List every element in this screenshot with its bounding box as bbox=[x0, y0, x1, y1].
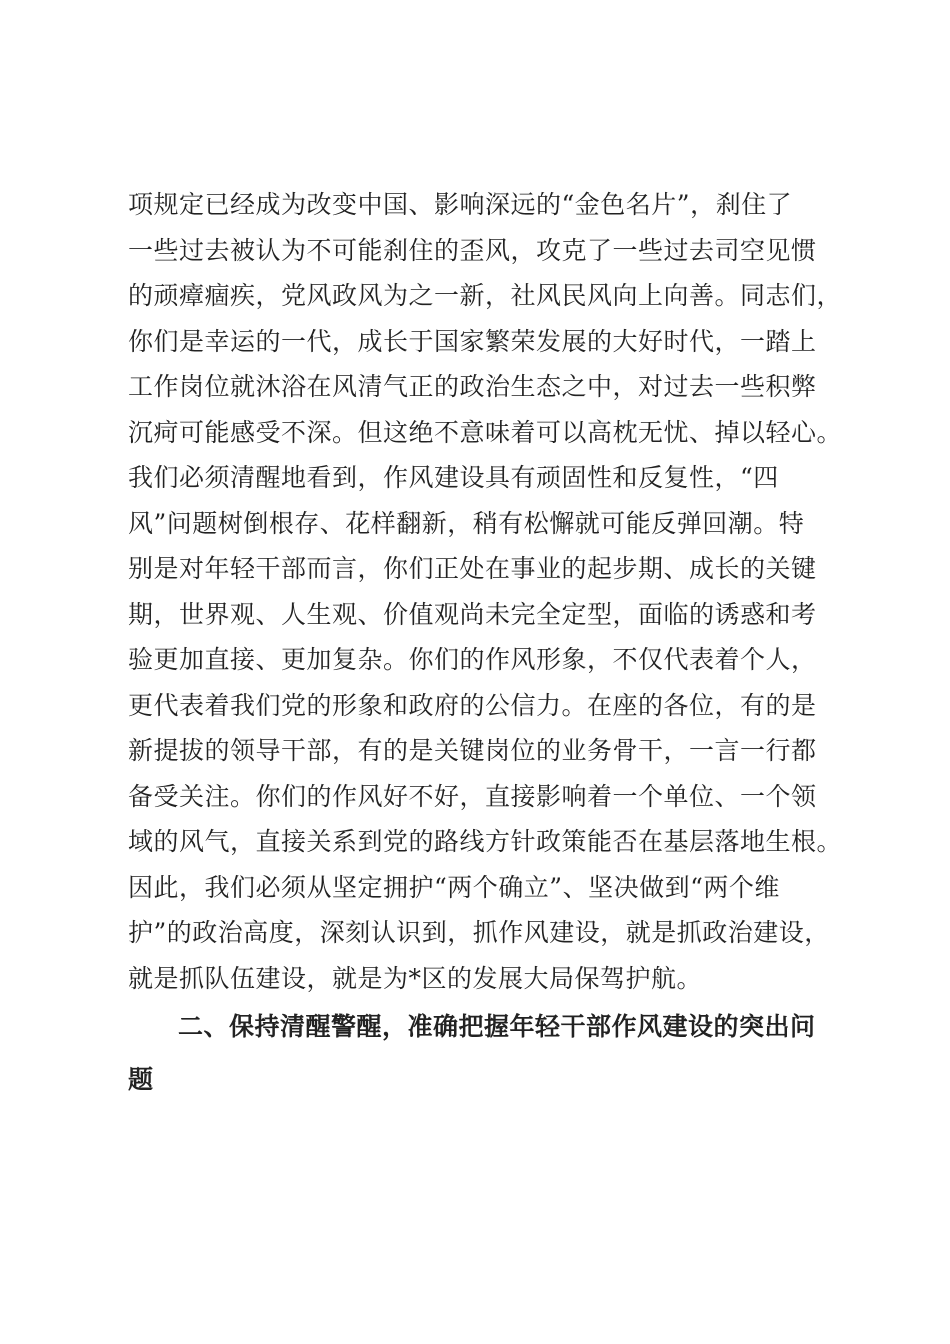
section-heading bbox=[128, 1000, 848, 1106]
paragraph-line: 备受关注。你们的作风好不好，直接影响着一个单位、一个领 bbox=[128, 781, 817, 811]
paragraph-line: 域的风气，直接关系到党的路线方针政策能否在基层落地生根。 bbox=[128, 827, 843, 856]
paragraph-line: 的顽瘴痼疾，党风政风为之一新，社风民风向上向善。同志们， bbox=[128, 281, 843, 310]
paragraph-line: 风”问题树倒根存、花样翻新，稍有松懈就可能反弹回潮。特 bbox=[128, 508, 805, 538]
paragraph-line: 护”的政治高度，深刻认识到，抓作风建设，就是抓政治建设， bbox=[128, 918, 830, 947]
paragraph-line: 就是抓队伍建设，就是为*区的发展大局保驾护航。 bbox=[128, 963, 703, 993]
paragraph-line: 你们是幸运的一代，成长于国家繁荣发展的大好时代，一踏上 bbox=[128, 326, 817, 356]
heading-line: 题 bbox=[128, 1065, 154, 1094]
paragraph-line: 因此，我们必须从坚定拥护“两个确立”、坚决做到“两个维 bbox=[128, 872, 780, 902]
paragraph-line: 新提拔的领导干部，有的是关键岗位的业务骨干，一言一行都 bbox=[128, 736, 817, 765]
paragraph-line: 别是对年轻干部而言，你们正处在事业的起步期、成长的关键 bbox=[128, 554, 817, 583]
paragraph-line: 验更加直接、更加复杂。你们的作风形象，不仅代表着个人， bbox=[128, 645, 817, 674]
body-paragraph bbox=[128, 182, 848, 1001]
paragraph-line: 一些过去被认为不可能刹住的歪风，攻克了一些过去司空见惯 bbox=[128, 235, 817, 265]
heading-line: 二、保持清醒警醒，准确把握年轻干部作风建设的突出问 bbox=[178, 1012, 816, 1041]
paragraph-line: 期，世界观、人生观、价值观尚未完全定型，面临的诱惑和考 bbox=[128, 599, 817, 629]
paragraph-line: 项规定已经成为改变中国、影响深远的“金色名片”，刹住了 bbox=[128, 190, 793, 219]
paragraph-line: 沉疴可能感受不深。但这绝不意味着可以高枕无忧、掉以轻心。 bbox=[128, 417, 843, 447]
paragraph-line: 我们必须清醒地看到，作风建设具有顽固性和反复性，“四 bbox=[128, 463, 779, 492]
paragraph-line: 更代表着我们党的形象和政府的公信力。在座的各位，有的是 bbox=[128, 690, 817, 720]
paragraph-line: 工作岗位就沐浴在风清气正的政治生态之中，对过去一些积弊 bbox=[128, 372, 817, 401]
